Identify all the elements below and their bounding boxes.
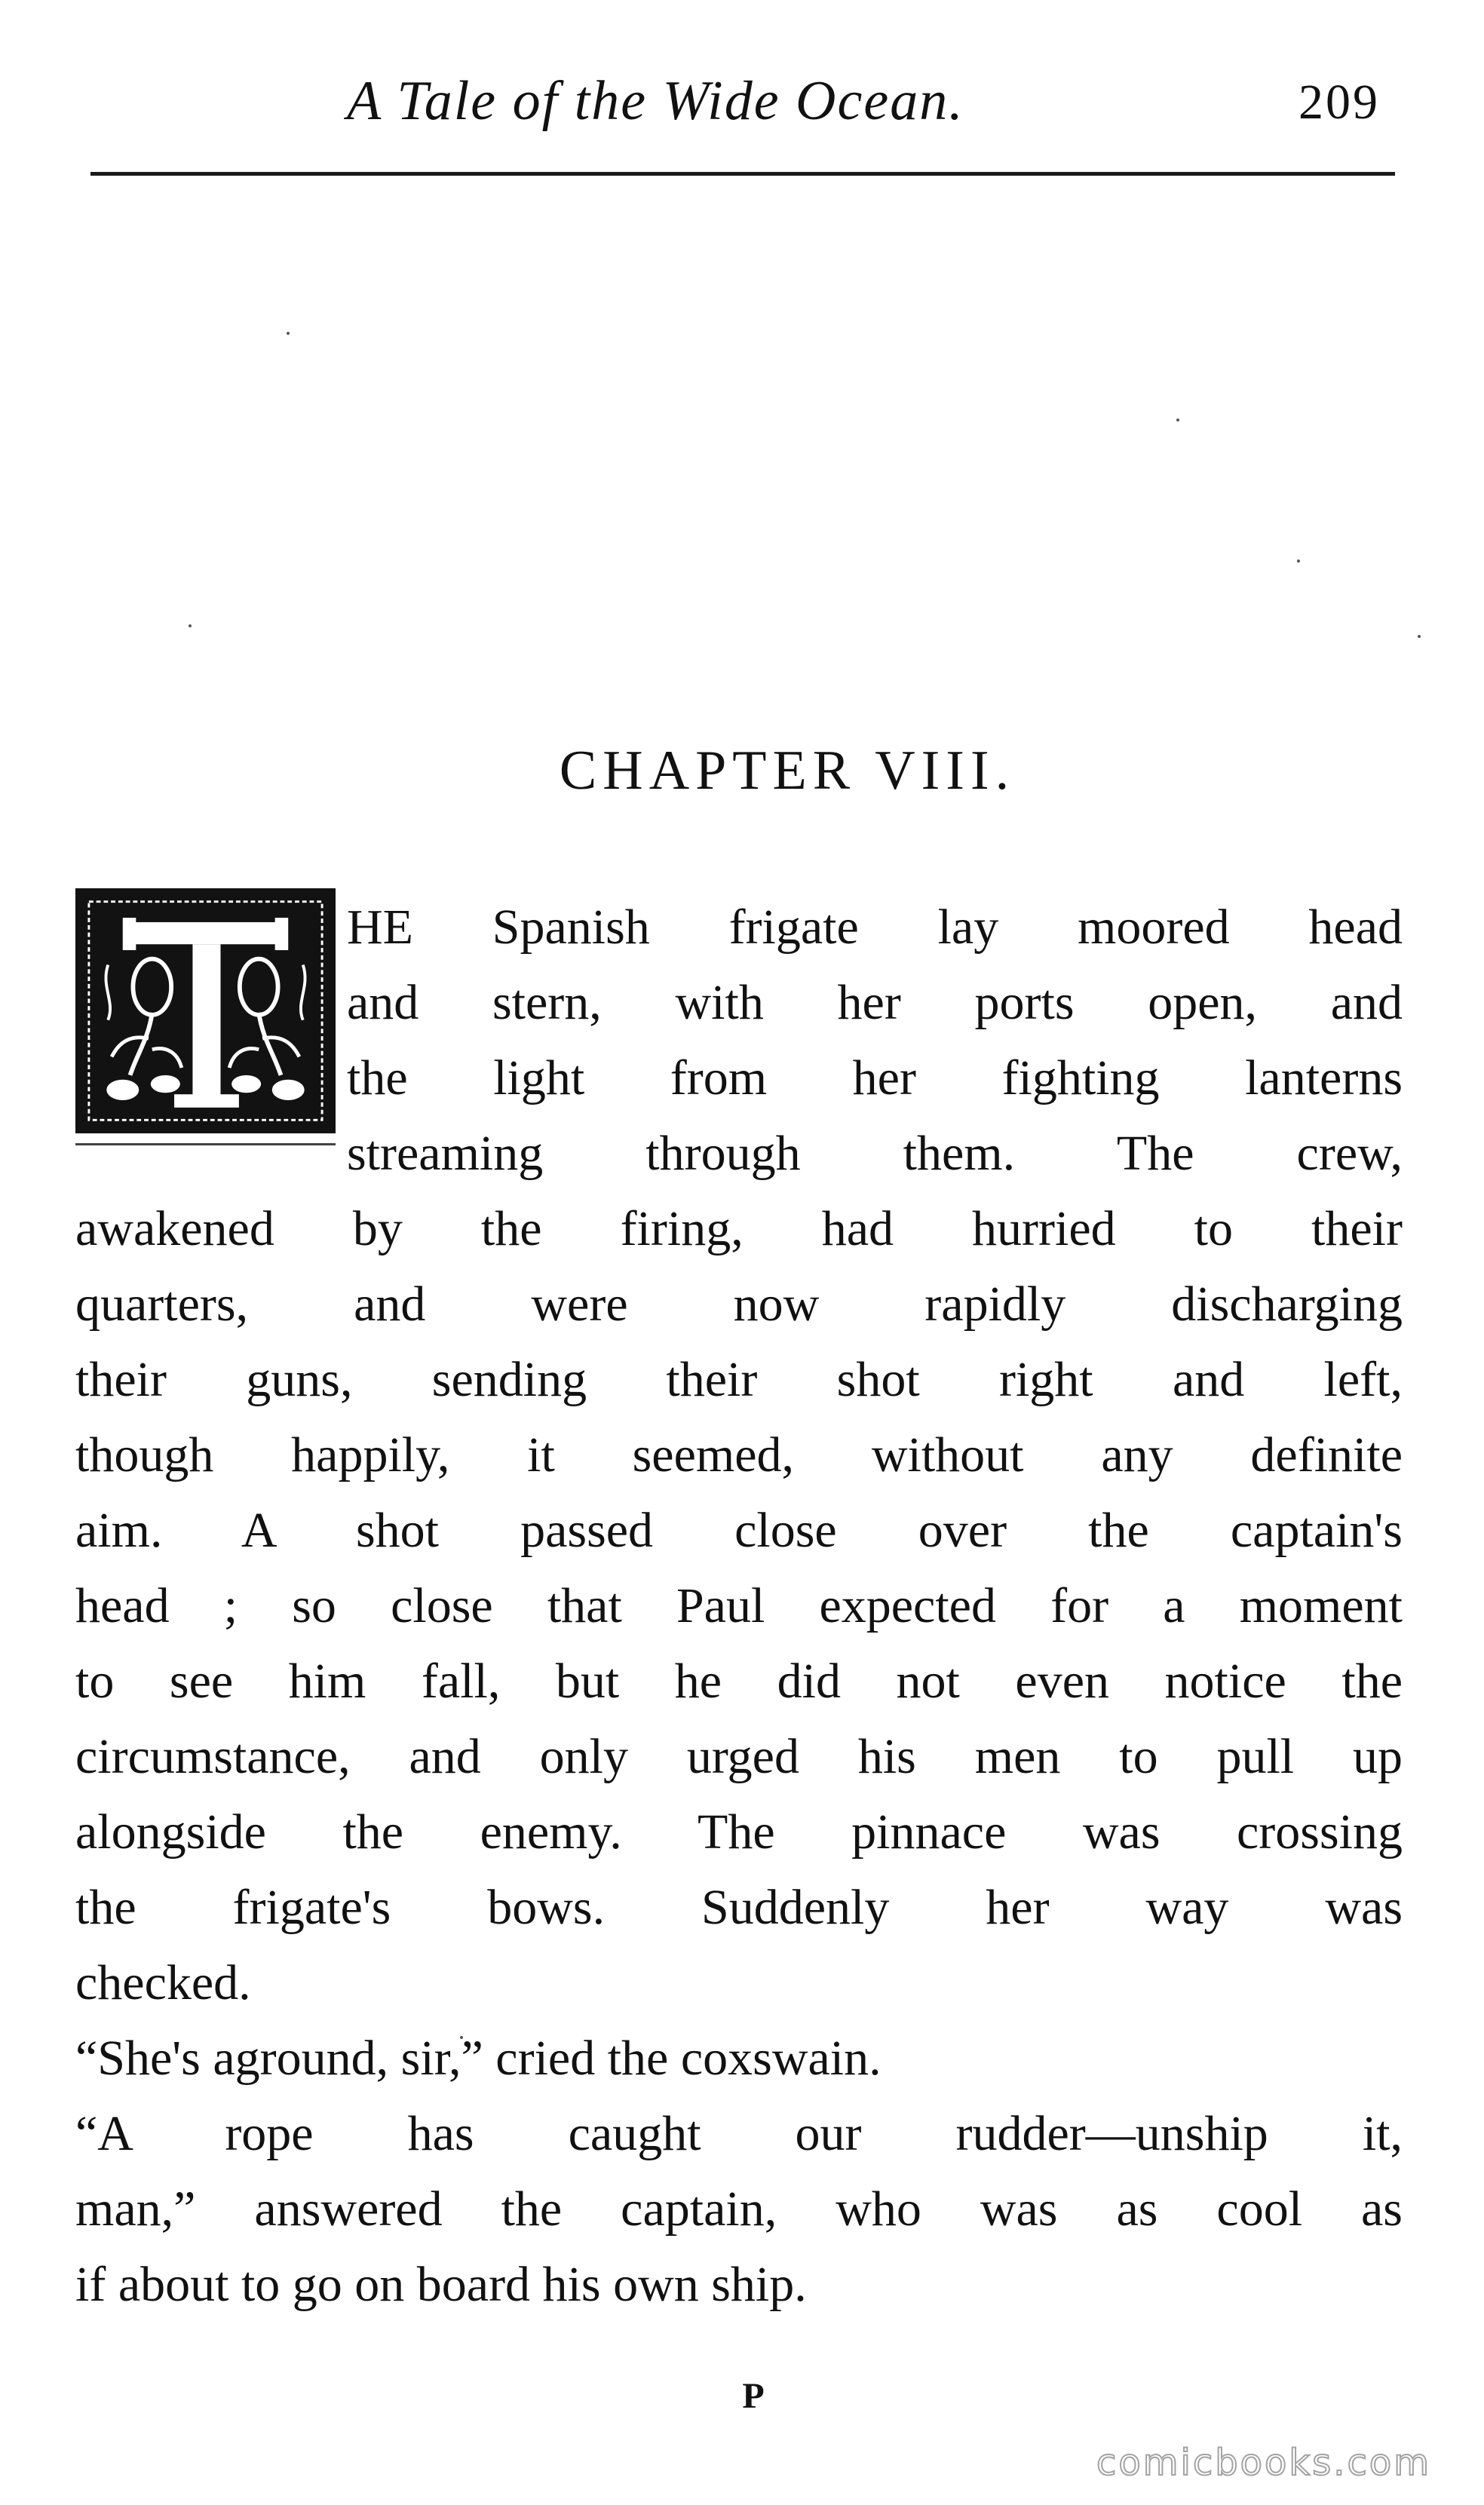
body-line: alongside the enemy. The pinnace was crossing (75, 1804, 1403, 1860)
body-line: “A rope has caught our rudder—unship it, (75, 2106, 1403, 2161)
body-line: man,” answered the captain, who was as cool as (75, 2182, 1403, 2237)
speck (287, 332, 290, 335)
body-line: the light from her fighting lanterns (347, 1050, 1403, 1105)
running-head (90, 69, 1403, 160)
body-line: their guns, sending their shot right and left, (75, 1352, 1403, 1407)
body-line: “She's aground, sir,” cried the coxswain. (75, 2031, 882, 2086)
body-line: though happily, it seemed, without any definite (75, 1427, 1403, 1482)
body-line: quarters, and were now rapidly discharging (75, 1277, 1403, 1332)
body-line: the frigate's bows. Suddenly her way was (75, 1880, 1403, 1935)
body-line: HE Spanish frigate lay moored head (347, 900, 1403, 955)
speck (189, 624, 192, 627)
speck (1297, 560, 1300, 563)
body-line: circumstance, and only urged his men to pull up (75, 1729, 1403, 1784)
speck (1176, 419, 1179, 422)
body-line: awakened by the firing, had hurried to their (75, 1201, 1403, 1256)
watermark: comicbooks.com (1096, 2442, 1431, 2484)
page-number: 209 (1298, 75, 1380, 130)
body-text (75, 890, 1403, 2323)
signature-mark: P (742, 2376, 765, 2416)
body-line: streaming through them. The crew, (347, 1126, 1403, 1181)
running-title: A Tale of the Wide Ocean. (347, 70, 964, 132)
body-line: aim. A shot passed close over the captain's (75, 1503, 1403, 1558)
body-line: head ; so close that Paul expected for a moment (75, 1578, 1403, 1633)
body-line: if about to go on board his own ship. (75, 2257, 807, 2312)
head-rule (90, 172, 1395, 176)
body-line: to see him fall, but he did not even notice the (75, 1654, 1403, 1709)
speck (1418, 635, 1421, 638)
chapter-heading: CHAPTER VIII. (559, 740, 1016, 802)
body-line: and stern, with her ports open, and (347, 975, 1403, 1030)
body-line: checked. (75, 1955, 251, 2010)
